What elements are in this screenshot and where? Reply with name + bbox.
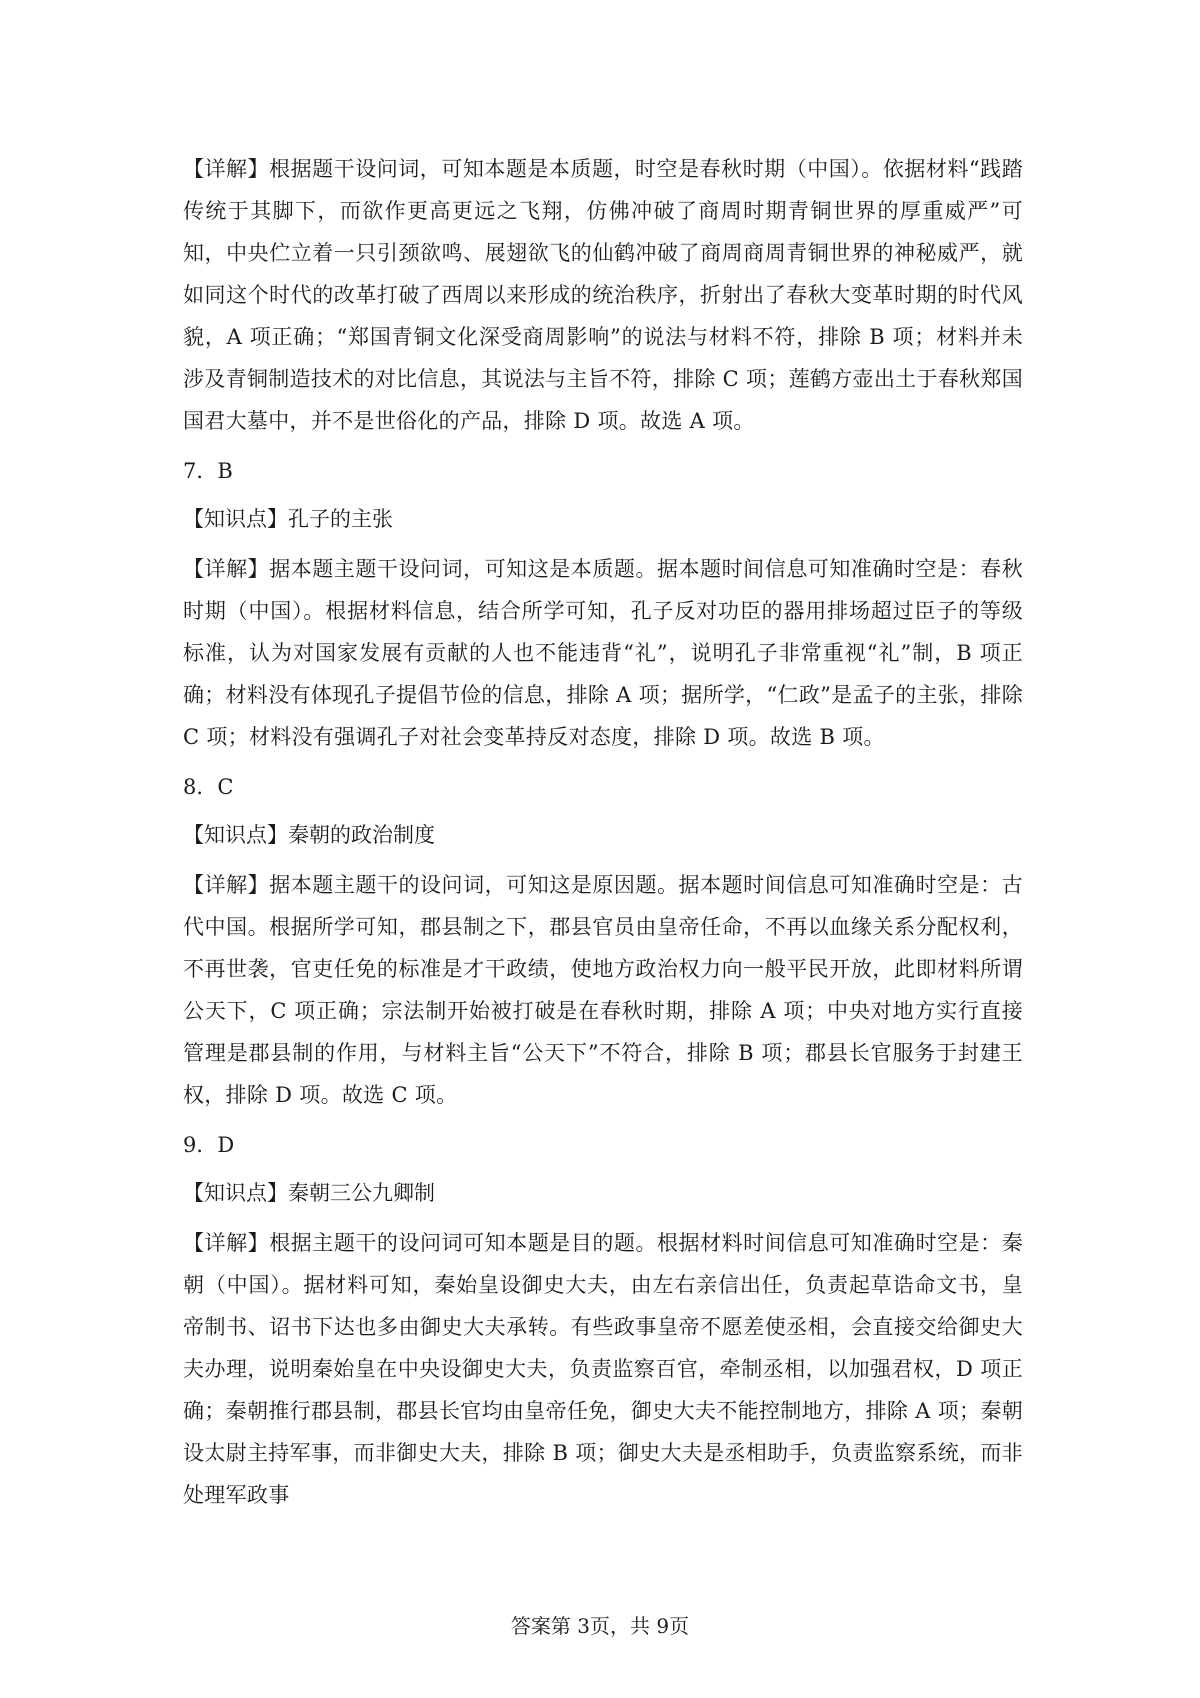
question-7-answer: 7．B xyxy=(183,459,233,483)
question-8-answer: 8．C xyxy=(183,775,234,799)
knowledge-text: 秦朝的政治制度 xyxy=(288,823,435,847)
knowledge-text: 秦朝三公九卿制 xyxy=(288,1181,435,1205)
page-footer: 答案第 3页，共 9页 xyxy=(510,1614,690,1638)
detail-paragraph-9 xyxy=(183,1222,1023,1516)
detail-text: 据本题主题干设问词，可知这是本质题。据本题时间信息可知准确时空是：春秋时期（中国）。根据材料信息，结合所学可知，孔子反对功臣的器用排场超过臣子的等级标准，认为对国家发展有贡献的人也不能违背“礼”，说明孔子非常重视“礼”制，B 项正确；材料没有体现孔子提倡节俭的信息，排除 A 项；据所学，“仁政”是孟子的主张，排除 C 项；材料没有强调孔子对社会变革持反对态度，排除 D 项。故选 B 项。 xyxy=(183,557,1024,749)
detail-label: 【详解】 xyxy=(183,873,270,897)
detail-label: 【详解】 xyxy=(183,1231,270,1255)
knowledge-text: 孔子的主张 xyxy=(288,507,393,531)
detail-text: 根据题干设问词，可知本题是本质题，时空是春秋时期（中国）。依据材料“践踏传统于其脚下，而欲作更高更远之飞翔，仿佛冲破了商周时期青铜世界的厚重威严”可知，中央伫立着一只引颈欲鸣、展翅欲飞的仙鹤冲破了商周商周青铜世界的神秘威严，就如同这个时代的改革打破了西周以来形成的统治秩序，折射出了春秋大变革时期的时代风貌，A 项正确；“郑国青铜文化深受商周影响”的说法与材料不符，排除 B 项；材料并未涉及青铜制造技术的对比信息，其说法与主旨不符，排除 C 项；莲鹤方壶出土于春秋郑国国君大墓中，并不是世俗化的产品，排除 D 项。故选 A 项。 xyxy=(183,157,1023,433)
knowledge-point-9 xyxy=(183,1172,1023,1214)
detail-paragraph-7 xyxy=(183,548,1023,758)
detail-paragraph-6 xyxy=(183,148,1023,442)
knowledge-label: 【知识点】 xyxy=(183,507,288,531)
detail-label: 【详解】 xyxy=(183,157,270,181)
answer-content xyxy=(183,148,1023,1516)
detail-paragraph-8 xyxy=(183,864,1023,1116)
detail-text: 根据主题干的设问词可知本题是目的题。根据材料时间信息可知准确时空是：秦朝（中国）。据材料可知，秦始皇设御史大夫，由左右亲信出任，负责起草诰命文书，皇帝制书、诏书下达也多由御史大夫承转。有些政事皇帝不愿差使丞相，会直接交给御史大夫办理，说明秦始皇在中央设御史大夫，负责监察百官，牵制丞相，以加强君权，D 项正确；秦朝推行郡县制，郡县长官均由皇帝任免，御史大夫不能控制地方，排除 A 项；秦朝设太尉主持军事，而非御史大夫，排除 B 项；御史大夫是丞相助手，负责监察系统，而非处理军政事 xyxy=(183,1231,1024,1507)
knowledge-point-7 xyxy=(183,498,1023,540)
detail-label: 【详解】 xyxy=(183,557,270,581)
knowledge-point-8 xyxy=(183,814,1023,856)
knowledge-label: 【知识点】 xyxy=(183,1181,288,1205)
detail-text: 据本题主题干的设问词，可知这是原因题。据本题时间信息可知准确时空是：古代中国。根据所学可知，郡县制之下，郡县官员由皇帝任命，不再以血缘关系分配权利，不再世袭，官吏任免的标准是才干政绩，使地方政治权力向一般平民开放，此即材料所谓公天下，C 项正确；宗法制开始被打破是在春秋时期，排除 A 项；中央对地方实行直接管理是郡县制的作用，与材料主旨“公天下”不符合，排除 B 项；郡县长官服务于封建王权，排除 D 项。故选 C 项。 xyxy=(183,873,1024,1107)
knowledge-label: 【知识点】 xyxy=(183,823,288,847)
question-9-answer: 9．D xyxy=(183,1133,235,1157)
